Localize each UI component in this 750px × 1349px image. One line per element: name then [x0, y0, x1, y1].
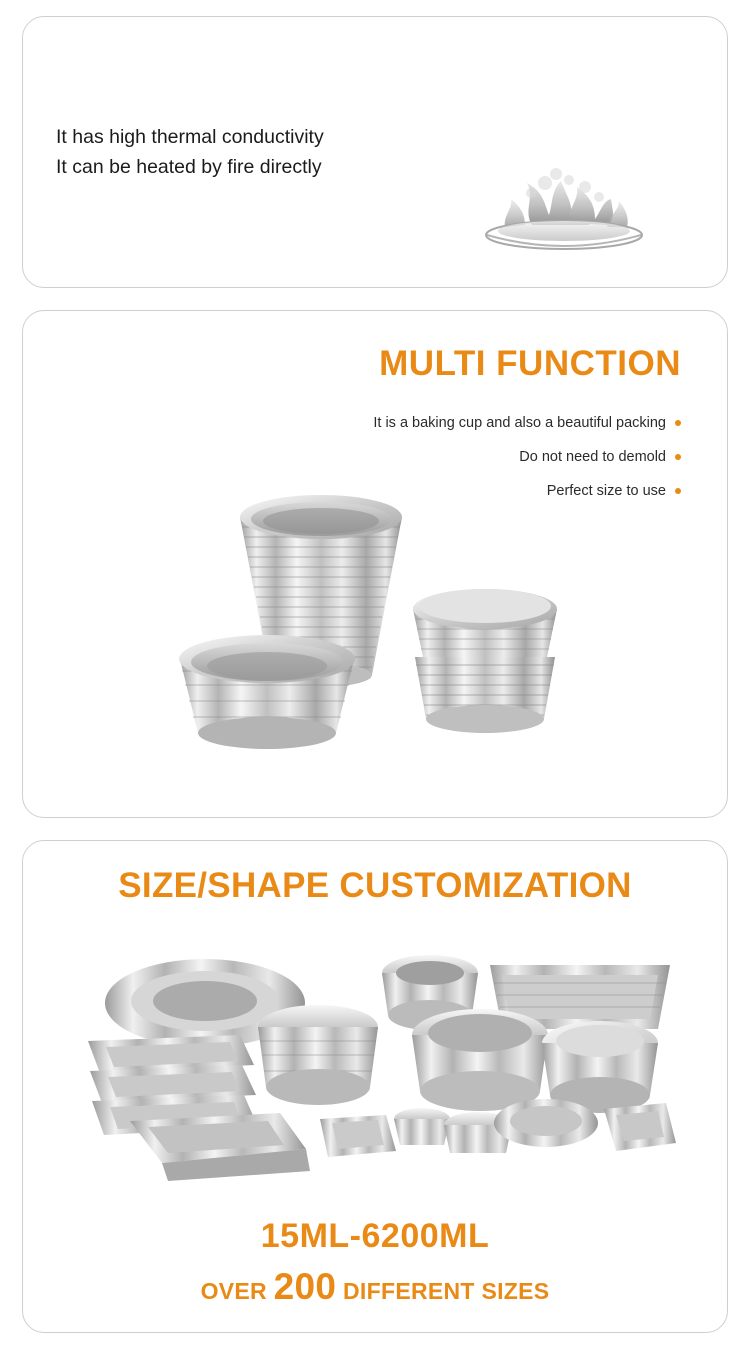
single-foil-cup: [179, 635, 355, 749]
bullet-dot-icon: [675, 420, 681, 426]
thermal-line-2: It can be heated by fire directly: [56, 156, 322, 179]
bullet-dot-icon: [675, 488, 681, 494]
bullet-text: It is a baking cup and also a beautiful packing: [373, 415, 666, 431]
deep-rect-tray: [130, 1113, 310, 1181]
round-tray-stack-right: [412, 1009, 548, 1111]
small-round-cups: [394, 1108, 512, 1153]
cup-with-lid: [413, 589, 557, 657]
list-item: [373, 406, 681, 440]
cup-stack-short: [415, 657, 555, 733]
bullet-text: Perfect size to use: [546, 483, 666, 500]
bullet-text: Do not need to demold: [519, 449, 666, 466]
thermal-text-block: [56, 122, 324, 182]
foil-cups-image: [158, 461, 598, 791]
size-shape-title: SIZE/SHAPE CUSTOMIZATION: [118, 866, 632, 905]
oval-tray-bottom: [494, 1099, 598, 1147]
flame-illustration: [457, 153, 667, 263]
over-suffix: DIFFERENT SIZES: [343, 1278, 550, 1304]
foil-trays-image: [70, 923, 680, 1183]
size-shape-customization-card: [22, 840, 728, 1333]
thermal-conductivity-card: [22, 16, 728, 288]
size-range-text: 15ML-6200ML: [260, 1217, 490, 1255]
small-square-container: [320, 1115, 396, 1157]
bullet-dot-icon: [675, 454, 681, 460]
thermal-line-1: It has high thermal conductivity: [56, 126, 324, 148]
baking-cups-illustration: [158, 461, 598, 791]
round-tray-stack-centre: [258, 1005, 378, 1105]
over-count: 200: [273, 1266, 337, 1307]
lidded-round-container: [542, 1021, 658, 1113]
square-tray-bottom-right: [604, 1103, 676, 1151]
multi-function-card: [22, 310, 728, 818]
flame-icon: [457, 153, 667, 263]
over-prefix: OVER: [200, 1278, 267, 1304]
tray-assortment-illustration: [70, 923, 680, 1183]
multi-function-title: MULTI FUNCTION: [379, 344, 681, 383]
size-count-line: [23, 1266, 727, 1308]
